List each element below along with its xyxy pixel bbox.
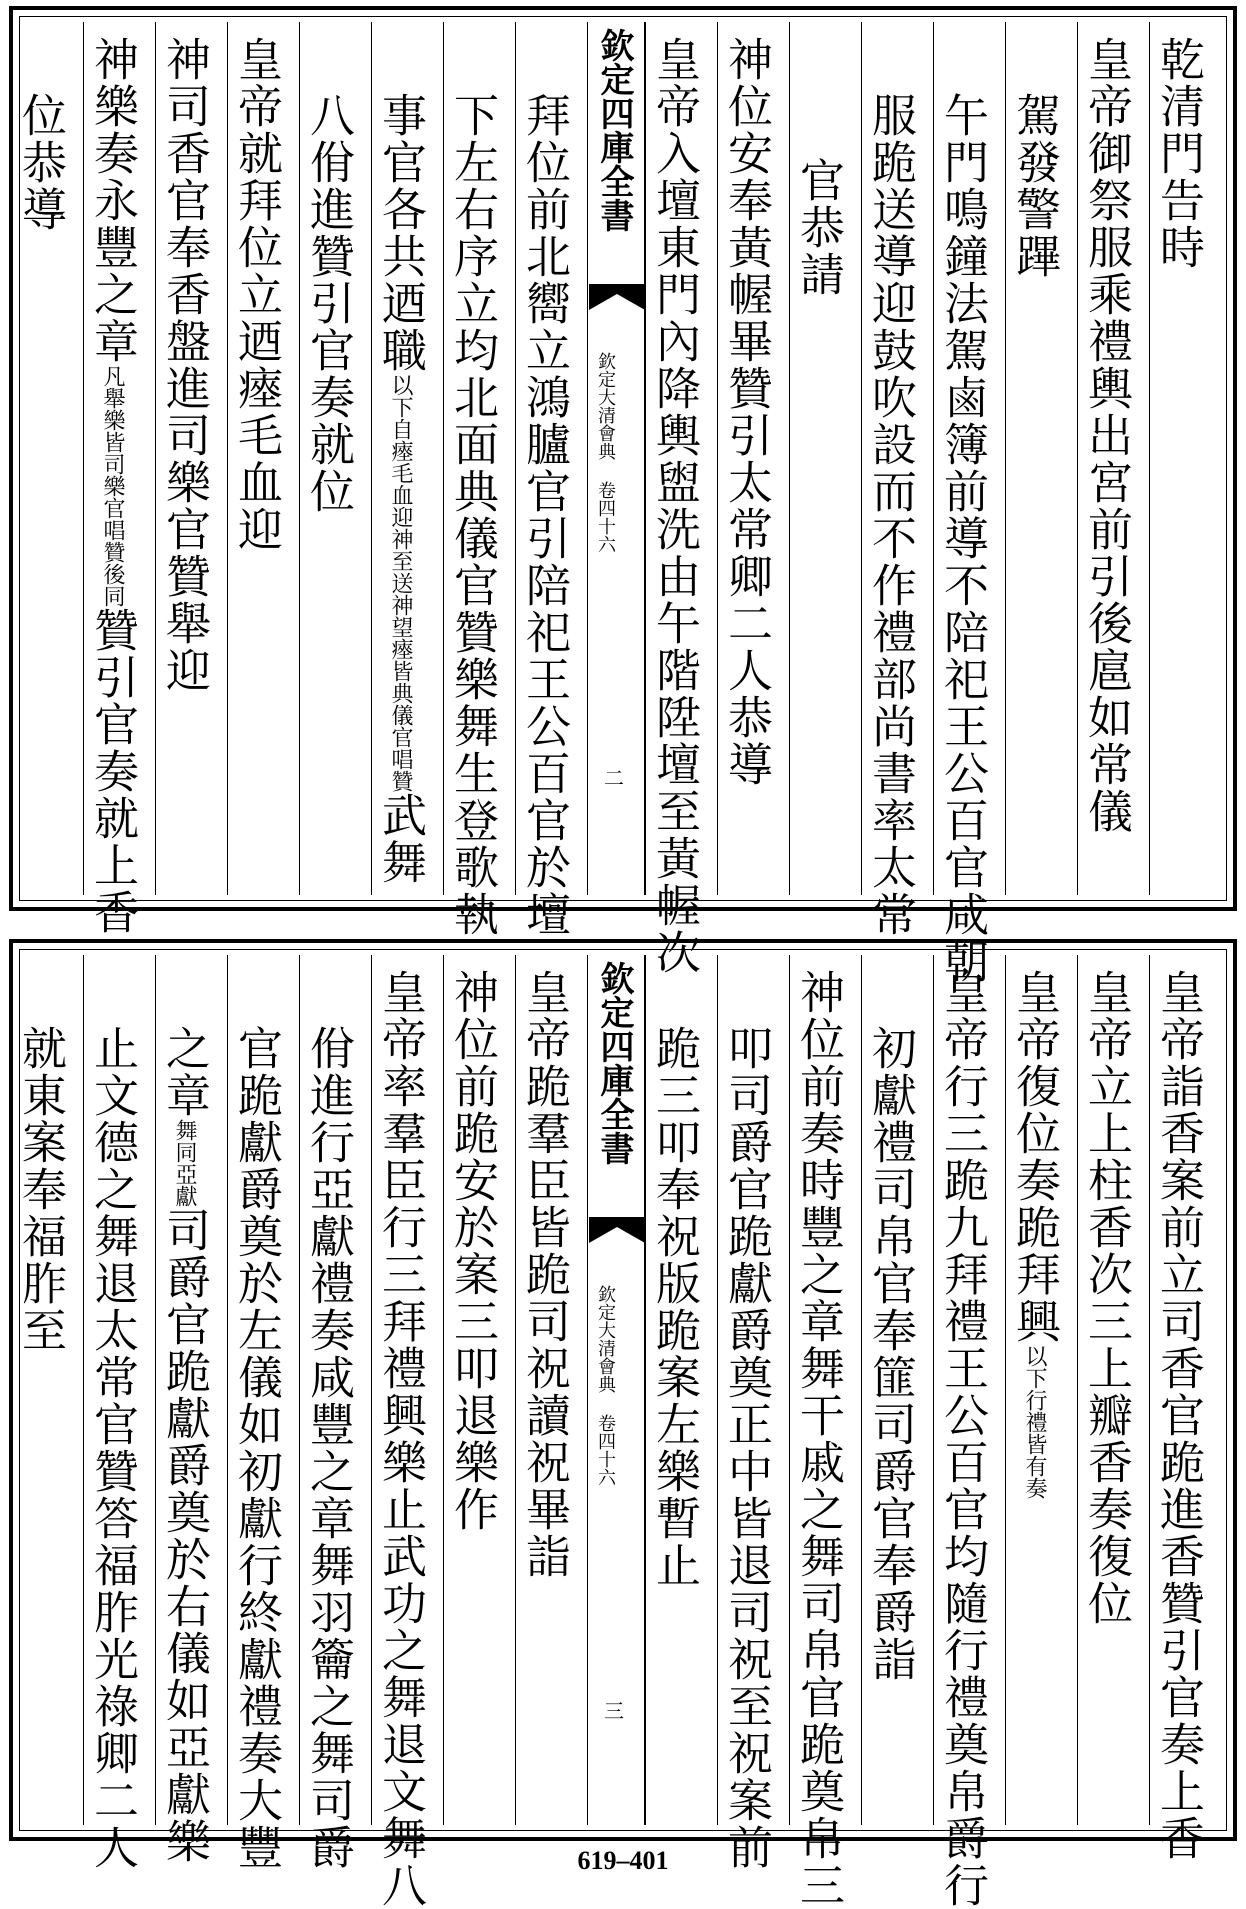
lower-column	[155, 955, 227, 1865]
continuation-text: 司爵官跪獻爵奠於右儀如亞獻樂	[158, 1207, 211, 1865]
continuation-text: 贊引官奏就上香	[86, 607, 139, 936]
upper-column-text	[643, 36, 705, 976]
lower-column-text	[787, 969, 849, 1909]
upper-page	[9, 6, 1237, 985]
upper-column-text	[441, 92, 503, 938]
lower-margin-title: 欽定四庫全書	[594, 961, 634, 1165]
upper-column	[515, 22, 587, 938]
upper-column-text	[153, 36, 215, 694]
upper-column-text	[1075, 36, 1137, 835]
main-text: 佾進行亞獻禮奏咸豐之章舞羽籥之舞司爵	[302, 1025, 355, 1871]
page-number: 619–401	[577, 1846, 669, 1875]
upper-column	[789, 22, 861, 895]
lower-column-text	[715, 1025, 777, 1871]
upper-margin-page-number: 二	[604, 766, 624, 790]
upper-column-text	[1147, 36, 1209, 271]
upper-column	[11, 22, 83, 895]
upper-column	[1149, 22, 1221, 895]
lower-column-text	[441, 969, 503, 1533]
main-text: 午門鳴鐘法駕鹵簿前導不陪祀王公百官咸朝	[936, 92, 989, 985]
lower-column	[645, 955, 717, 1825]
main-text: 乾清門告時	[1152, 36, 1205, 271]
upper-column-text	[81, 36, 143, 936]
main-text: 官跪獻爵奠於左儀如初獻行終獻禮奏大豐	[230, 1025, 283, 1871]
upper-column-text	[787, 157, 849, 298]
upper-column-text	[9, 92, 71, 233]
main-text: 皇帝跪羣臣皆跪司祝讀祝畢詣	[518, 969, 571, 1580]
lower-fold-margin	[587, 955, 645, 1825]
upper-column	[155, 22, 227, 895]
main-text: 之章	[158, 1025, 211, 1119]
lower-column-text	[1003, 969, 1065, 1499]
upper-column	[933, 22, 1005, 985]
upper-column-text	[225, 36, 287, 553]
main-text: 官恭請	[792, 157, 845, 298]
main-text: 皇帝率羣臣行三拜禮興樂止武功之舞退文舞八	[374, 969, 427, 1909]
lower-margin-subtitle: 欽定大清會典 卷四十六	[595, 1285, 616, 1486]
upper-column-text	[859, 92, 921, 938]
lower-column-text	[513, 969, 575, 1580]
main-text: 叩司爵官跪獻爵奠正中皆退司祝至祝案前	[720, 1025, 773, 1871]
upper-column-text	[1003, 92, 1065, 280]
lower-column	[1005, 955, 1077, 1825]
lower-column	[371, 955, 443, 1909]
lower-column-text	[153, 1025, 215, 1865]
main-text: 拜位前北嚮立鴻臚官引陪祀王公百官於壇	[518, 92, 571, 938]
main-text: 神位前跪安於案三叩退樂作	[446, 969, 499, 1533]
lower-column-text	[859, 1025, 921, 1683]
upper-column	[1077, 22, 1149, 895]
lower-fishtail-mark-icon	[589, 1217, 645, 1243]
main-text: 服跪送導迎鼓吹設而不作禮部尚書率太常	[864, 92, 917, 938]
lower-column	[11, 955, 83, 1825]
main-text: 皇帝立上柱香次三上瓣香奏復位	[1080, 969, 1133, 1627]
lower-column	[789, 955, 861, 1909]
upper-column-text	[715, 36, 777, 788]
upper-column	[443, 22, 515, 938]
lower-column-text	[1075, 969, 1137, 1627]
main-text: 皇帝行三跪九拜禮王公百官均隨行禮奠帛爵行	[936, 969, 989, 1909]
main-text: 皇帝御祭服乘禮輿出宮前引後扈如常儀	[1080, 36, 1133, 835]
lower-column	[933, 955, 1005, 1909]
upper-column	[83, 22, 155, 936]
lower-column	[717, 955, 789, 1871]
upper-column	[371, 22, 443, 895]
main-text: 皇帝復位奏跪拜興	[1008, 969, 1061, 1345]
main-text: 皇帝詣香案前立司香官跪進香贊引官奏上香	[1152, 969, 1205, 1862]
lower-column	[443, 955, 515, 1825]
lower-column-text	[369, 969, 431, 1909]
upper-margin-title: 欽定四庫全書	[594, 28, 634, 232]
interlinear-note: 以下自瘞毛血迎神至送神望瘞皆典儀官唱贊	[388, 374, 413, 792]
main-text: 神位前奏時豐之章舞干戚之舞司帛官跪奠帛三	[792, 969, 845, 1909]
upper-column	[299, 22, 371, 895]
main-text: 止文德之舞退太常官贊答福胙光祿卿二人	[86, 1025, 139, 1871]
main-text: 事官各共迺職	[374, 92, 427, 374]
upper-column	[861, 22, 933, 938]
lower-column-text	[643, 1025, 705, 1589]
lower-column	[1077, 955, 1149, 1825]
main-text: 下左右序立均北面典儀官贊樂舞生登歌執	[446, 92, 499, 938]
interlinear-note: 以下行禮皆有奏	[1022, 1345, 1047, 1499]
upper-column	[227, 22, 299, 895]
upper-column	[717, 22, 789, 895]
main-text: 神樂奏永豐之章	[86, 36, 139, 365]
lower-column	[83, 955, 155, 1871]
main-text: 八佾進贊引官奏就位	[302, 92, 355, 515]
lower-column	[299, 955, 371, 1871]
lower-column-text	[1147, 969, 1209, 1862]
lower-column-text	[9, 1025, 71, 1354]
main-text: 就東案奉福胙至	[14, 1025, 67, 1354]
lower-column	[515, 955, 587, 1825]
upper-column-text	[931, 92, 993, 985]
lower-margin-page-number: 三	[604, 1699, 624, 1723]
upper-column	[645, 22, 717, 976]
lower-column-text	[81, 1025, 143, 1871]
upper-margin-subtitle: 欽定大清會典 卷四十六	[595, 352, 616, 553]
main-text: 初獻禮司帛官奉篚司爵官奉爵詣	[864, 1025, 917, 1683]
lower-column	[227, 955, 299, 1871]
interlinear-note: 舞同亞獻	[172, 1119, 197, 1207]
lower-column-text	[931, 969, 993, 1909]
main-text: 神司香官奉香盤進司樂官贊舉迎	[158, 36, 211, 694]
lower-column	[1149, 955, 1221, 1862]
lower-column	[861, 955, 933, 1825]
upper-column-text	[297, 92, 359, 515]
main-text: 駕發警蹕	[1008, 92, 1061, 280]
upper-fishtail-mark-icon	[589, 284, 645, 310]
upper-column	[1005, 22, 1077, 895]
upper-column-text	[369, 92, 431, 886]
lower-column-text	[297, 1025, 359, 1871]
main-text: 神位安奉黃幄畢贊引太常卿二人恭導	[720, 36, 773, 788]
main-text: 跪三叩奉祝版跪案左樂暫止	[648, 1025, 701, 1589]
lower-column-text	[225, 1025, 287, 1871]
interlinear-note: 凡舉樂皆司樂官唱贊後同	[100, 365, 125, 607]
main-text: 皇帝入壇東門內降輿盥洗由午階陞壇至黃幄次	[648, 36, 701, 976]
upper-column-text	[513, 92, 575, 938]
continuation-text: 武舞	[374, 792, 427, 886]
main-text: 皇帝就拜位立迺瘞毛血迎	[230, 36, 283, 553]
upper-text-columns	[14, 22, 1221, 985]
main-text: 位恭導	[14, 92, 67, 233]
upper-fold-margin	[587, 22, 645, 895]
